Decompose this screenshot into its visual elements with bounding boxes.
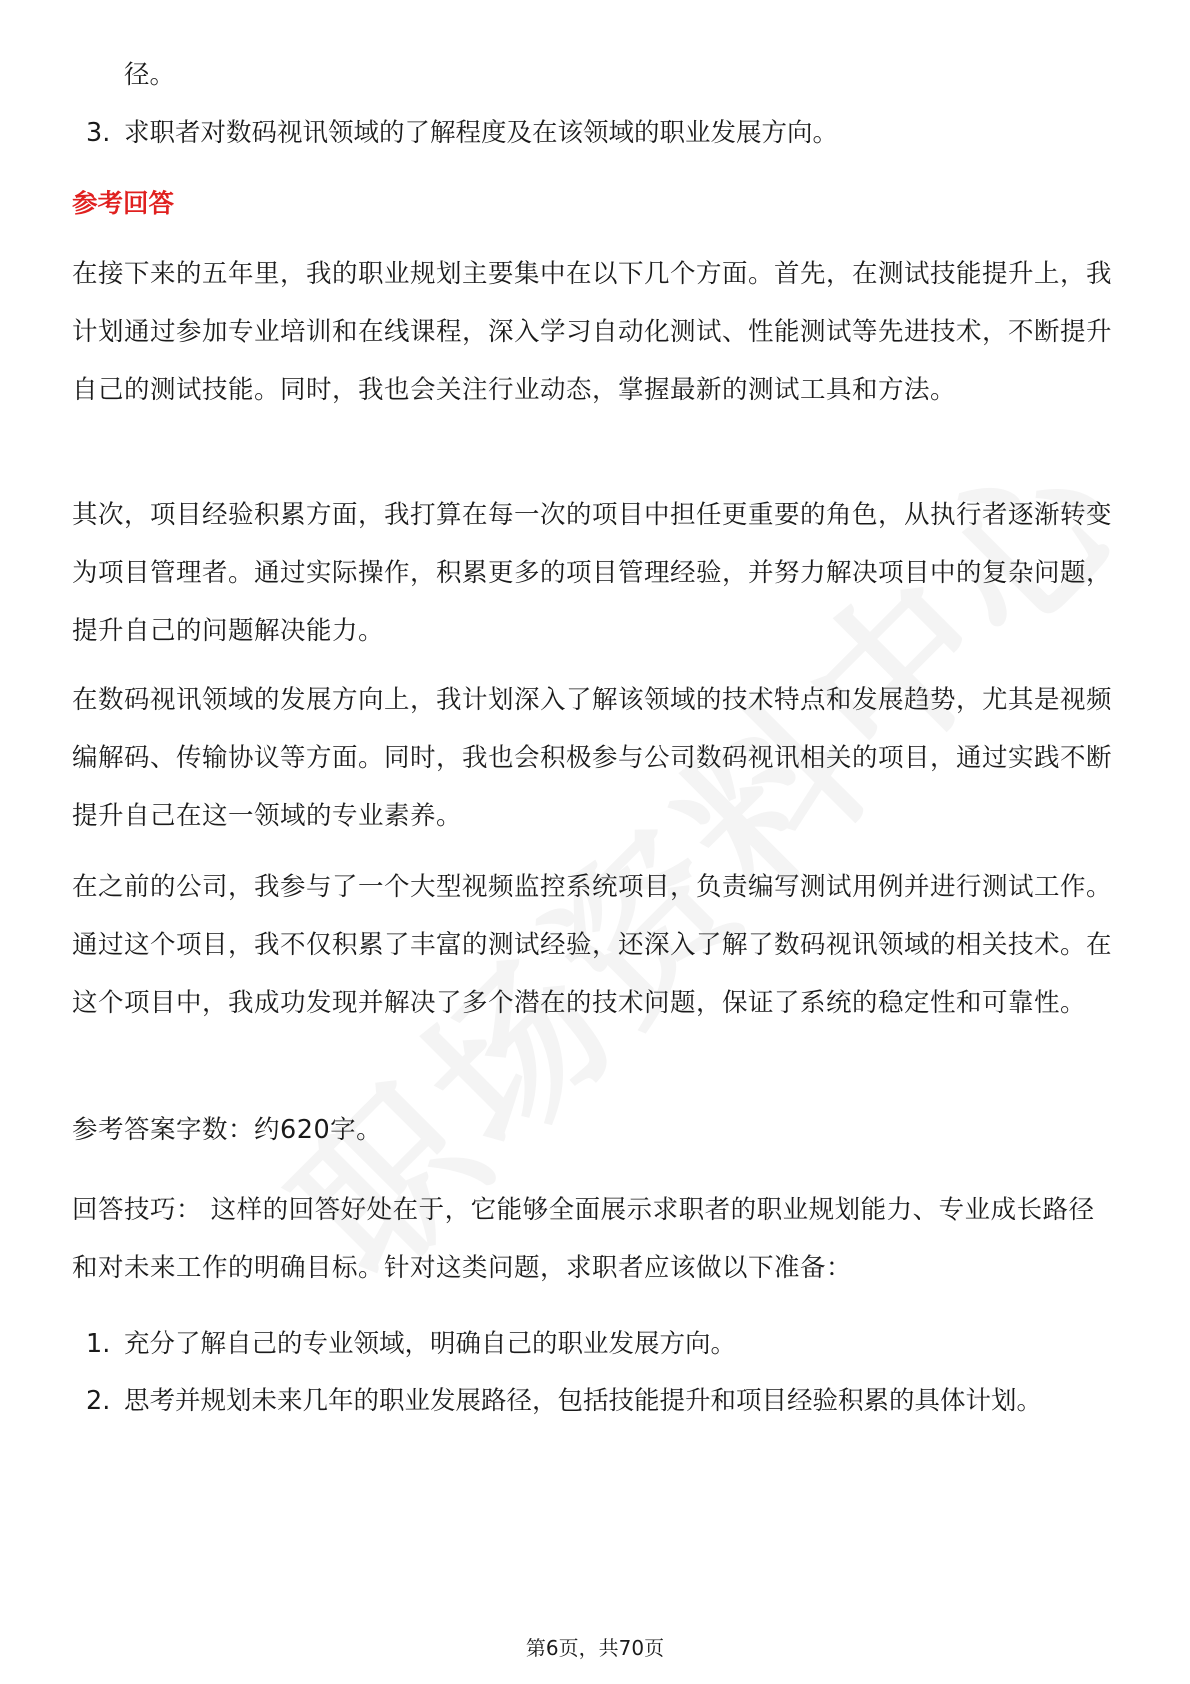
answer-paragraph: 在接下来的五年里，我的职业规划主要集中在以下几个方面。首先，在测试技能提升上，我计划通过参加专业培训和在线课程，深入学习自动化测试、性能测试等先进技术，不断提升自己的测试技能。同时，我也会关注行业动态，掌握最新的测试工具和方法。 <box>72 259 1113 405</box>
answer-heading: 参考回答 <box>72 189 175 219</box>
list-item <box>72 1372 1120 1430</box>
list-number: 2. <box>86 1386 111 1416</box>
list-item <box>72 1315 1120 1373</box>
list-item <box>72 104 1120 162</box>
list-item-text: 求职者对数码视讯领域的了解程度及在该领域的职业发展方向。 <box>124 118 839 148</box>
answer-paragraph: 其次，项目经验积累方面，我打算在每一次的项目中担任更重要的角色，从执行者逐渐转变为项目管理者。通过实际操作，积累更多的项目管理经验，并努力解决项目中的复杂问题，提升自己的问题解决能力。 <box>72 500 1113 646</box>
answer-tips: 回答技巧： 这样的回答好处在于，它能够全面展示求职者的职业规划能力、专业成长路径和对未来工作的明确目标。针对这类问题，求职者应该做以下准备： <box>72 1195 1095 1283</box>
list-item-text: 充分了解自己的专业领域，明确自己的职业发展方向。 <box>124 1329 737 1359</box>
list-item-text: 径。 <box>124 60 176 90</box>
list-number: 1. <box>86 1329 111 1359</box>
list-item-text: 思考并规划未来几年的职业发展路径，包括技能提升和项目经验积累的具体计划。 <box>124 1386 1043 1416</box>
list-number: 3. <box>86 118 111 148</box>
word-count: 参考答案字数：约620字。 <box>72 1115 383 1145</box>
answer-paragraph: 在数码视讯领域的发展方向上，我计划深入了解该领域的技术特点和发展趋势，尤其是视频编解码、传输协议等方面。同时，我也会积极参与公司数码视讯相关的项目，通过实践不断提升自己在这一领域的专业素养。 <box>72 685 1113 831</box>
answer-paragraph: 在之前的公司，我参与了一个大型视频监控系统项目，负责编写测试用例并进行测试工作。通过这个项目，我不仅积累了丰富的测试经验，还深入了解了数码视讯领域的相关技术。在这个项目中，我成功发现并解决了多个潜在的技术问题，保证了系统的稳定性和可靠性。 <box>72 872 1113 1018</box>
page-footer: 第6页，共70页 <box>525 1636 665 1660</box>
list-item-continuation <box>72 46 1120 104</box>
